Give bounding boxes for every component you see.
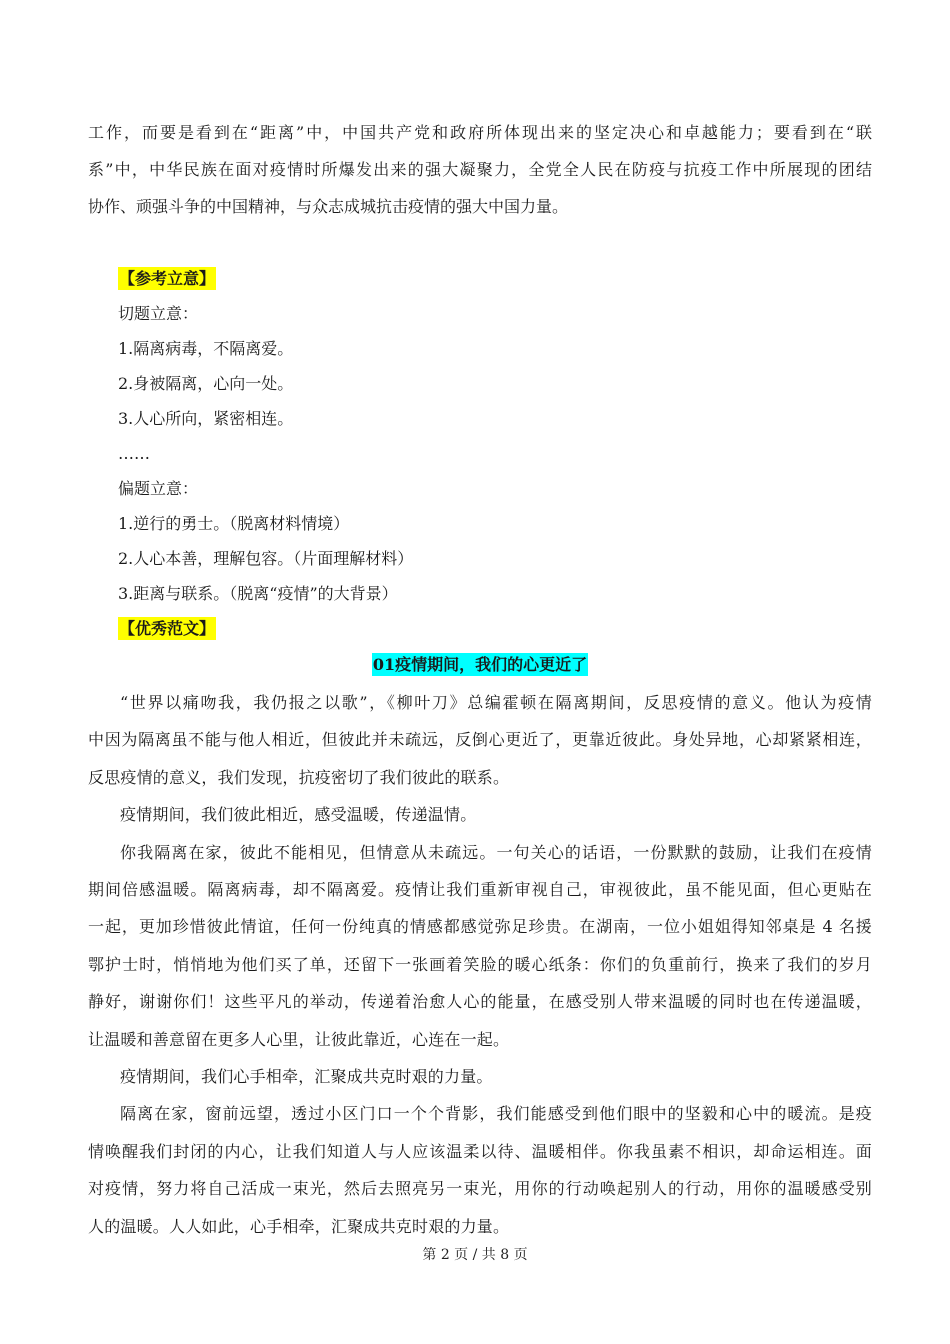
text-line: 情唤醒我们封闭的内心，让我们知道人与人应该温柔以待、温暖相伴。你我虽素不相识，却命运相连。面 (88, 1141, 872, 1161)
on-topic-label: 切题立意： (118, 304, 199, 323)
text-line: 期间倍感温暖。隔离病毒，却不隔离爱。疫情让我们重新审视自己，审视彼此，虽不能见面，但心更贴在 (88, 880, 872, 900)
list-item: 1.逆行的勇士。（脱离材料情境） (118, 514, 350, 533)
text-line: “世界以痛吻我，我仍报之以歌”，《柳叶刀》总编霍顿在隔离期间，反思疫情的意义。他认为疫情 (120, 693, 872, 712)
off-topic-label: 偏题立意： (118, 479, 199, 498)
list-item: 3.人心所向，紧密相连。 (118, 409, 294, 428)
reference-heading: 【参考立意】 (119, 269, 216, 288)
sample-essay-section (88, 611, 872, 1245)
list-item: 3.距离与联系。（脱离“疫情”的大背景） (118, 584, 398, 603)
text-line: 人的温暖。人人如此，心手相牵，汇聚成共克时艰的力量。 (88, 1216, 510, 1236)
text-line: 静好，谢谢你们！这些平凡的举动，传递着治愈人心的能量，在感受别人带来温暖的同时也在传递温暖， (88, 992, 872, 1012)
essay-paragraph (88, 684, 872, 796)
text-line: 中因为隔离虽不能与他人相近，但彼此并未疏远，反倒心更近了，更靠近彼此。身处异地，心却紧紧相连， (88, 730, 872, 750)
text-line: 隔离在家，窗前远望，透过小区门口一个个背影，我们能感受到他们眼中的坚毅和心中的暖流。是疫 (120, 1104, 872, 1124)
text-line: 反思疫情的意义，我们发现，抗疫密切了我们彼此的联系。 (88, 767, 510, 787)
essay-title: 01疫情期间，我们的心更近了 (372, 655, 588, 674)
reference-section (88, 261, 872, 611)
text-line: 对疫情，努力将自己活成一束光，然后去照亮另一束光，用你的行动唤起别人的行动，用你的温暖感受别 (88, 1179, 872, 1199)
essay-paragraph (88, 1095, 872, 1245)
text-line: 让温暖和善意留在更多人心里，让彼此靠近，心连在一起。 (88, 1029, 510, 1049)
text-line: 工作，而要是看到在“距离”中，中国共产党和政府所体现出来的坚定决心和卓越能力；要看到在“联 (88, 123, 872, 142)
list-item: 2.人心本善，理解包容。（片面理解材料） (118, 549, 414, 568)
page-content (88, 114, 872, 1245)
page-footer: 第 2 页 / 共 8 页 (422, 1247, 528, 1263)
essay-paragraph (88, 1058, 872, 1095)
essay-paragraph (88, 796, 872, 833)
text-line: 系”中，中华民族在面对疫情时所爆发出来的强大凝聚力，全党全人民在防疫与抗疫工作中所展现的团结 (88, 160, 872, 179)
sample-heading: 【优秀范文】 (119, 619, 216, 638)
text-line: 疫情期间，我们彼此相近，感受温暖，传递温情。 (120, 805, 477, 825)
list-item: 2.身被隔离，心向一处。 (118, 374, 294, 393)
intro-paragraph (88, 114, 872, 225)
text-line: 一起，更加珍惜彼此情谊，任何一份纯真的情感都感觉弥足珍贵。在湖南，一位小姐姐得知邻桌是 4 名援 (88, 917, 872, 937)
ellipsis: …… (118, 444, 150, 463)
essay-paragraph (88, 834, 872, 1058)
text-line: 鄂护士时，悄悄地为他们买了单，还留下一张画着笑脸的暖心纸条：你们的负重前行，换来了我们的岁月 (88, 954, 872, 974)
text-line: 协作、顽强斗争的中国精神，与众志成城抗击疫情的强大中国力量。 (88, 197, 569, 216)
text-line: 疫情期间，我们心手相牵，汇聚成共克时艰的力量。 (120, 1067, 493, 1087)
list-item: 1.隔离病毒，不隔离爱。 (118, 339, 294, 358)
text-line: 你我隔离在家，彼此不能相见，但情意从未疏远。一句关心的话语，一份默默的鼓励，让我们在疫情 (120, 842, 872, 862)
